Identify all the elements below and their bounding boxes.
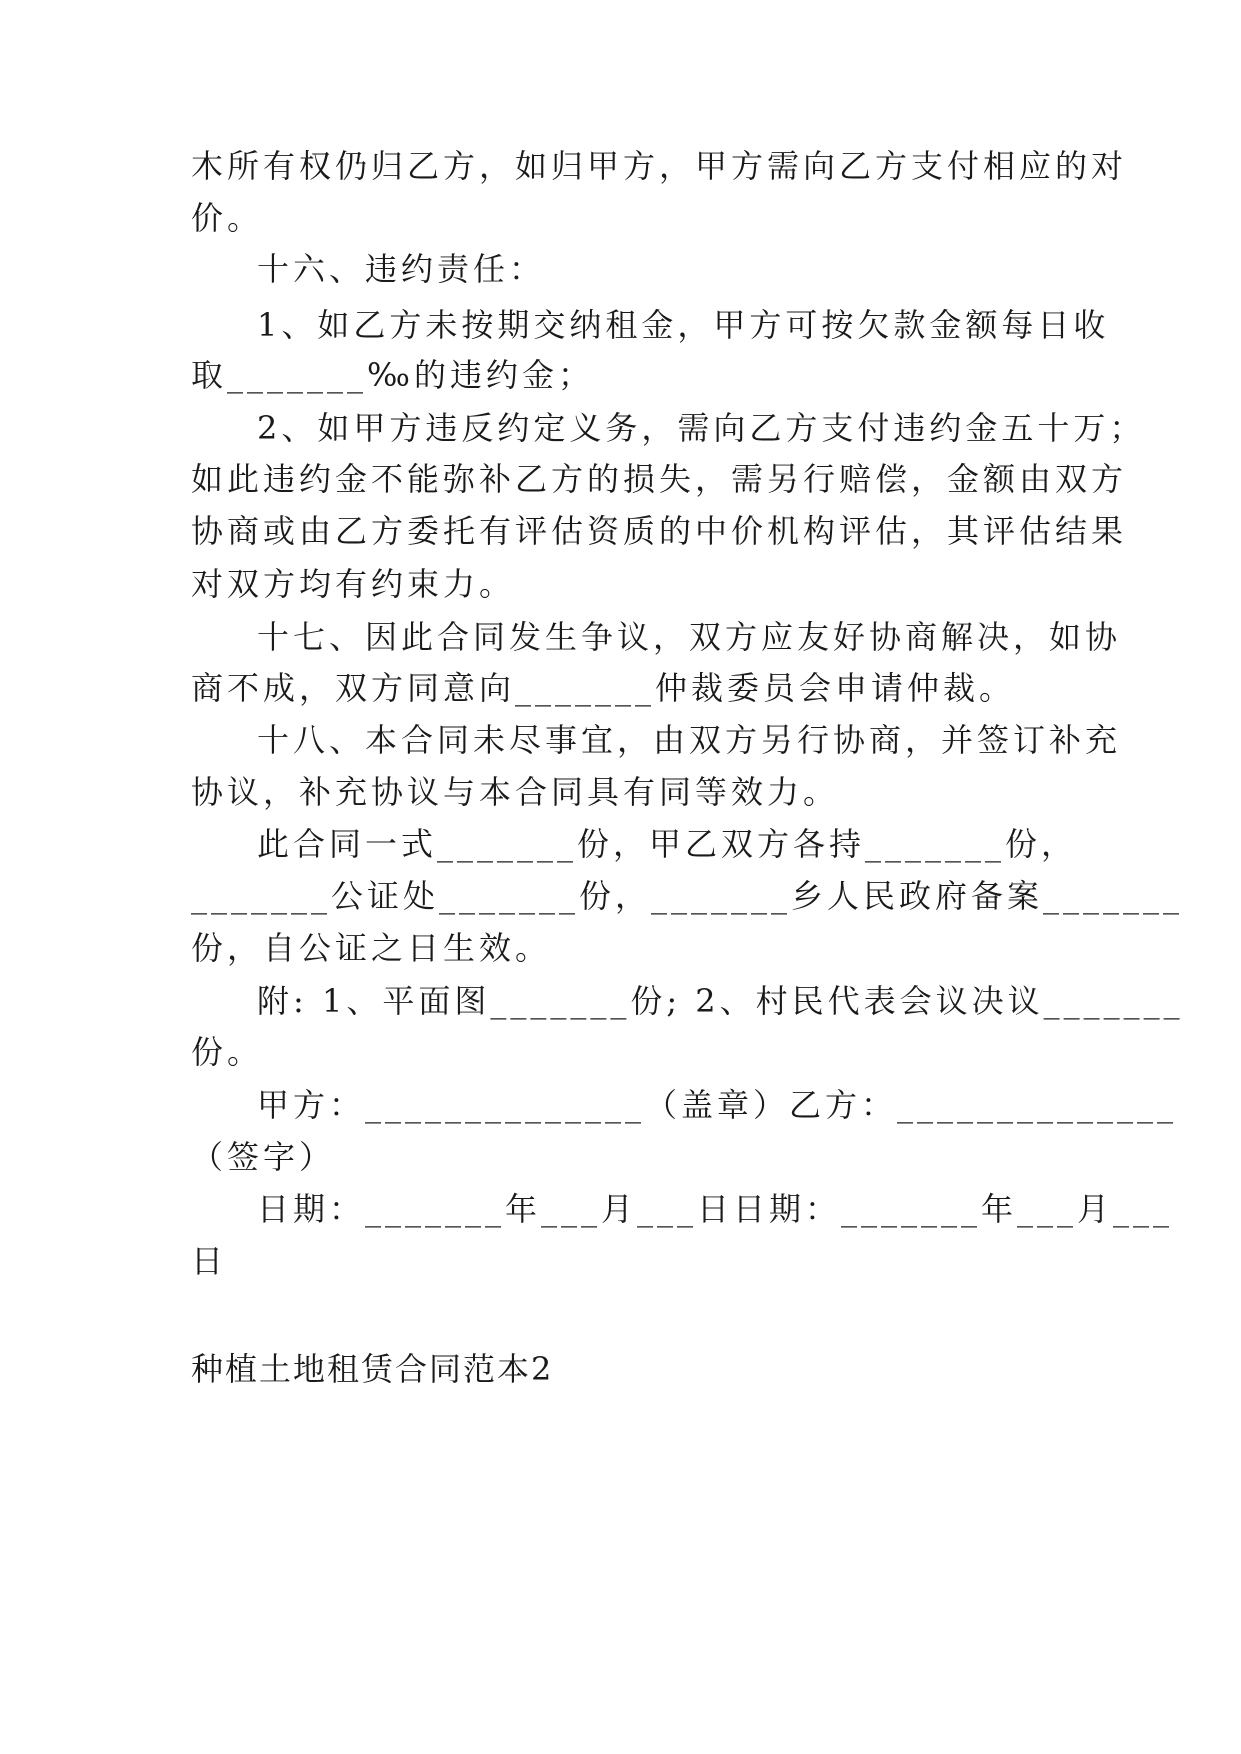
text-line: 商不成，双方同意向_______仲裁委员会申请仲裁。 — [191, 669, 1016, 707]
text-line: （签字） — [191, 1138, 336, 1176]
text-line: 如此违约金不能弥补乙方的损失，需另行赔偿，金额由双方 — [191, 460, 1128, 498]
document-page — [191, 0, 1184, 1754]
text-line: 木所有权仍归乙方，如归甲方，甲方需向乙方支付相应的对 — [191, 147, 1128, 185]
text-line: 份。 — [191, 1033, 264, 1071]
text-line: 取_______‰的违约金； — [191, 356, 594, 394]
text-line: 2、如甲方违反约定义务，需向乙方支付违约金五十万； — [257, 409, 1146, 447]
text-line: 协议，补充协议与本合同具有同等效力。 — [191, 773, 840, 811]
text-line: 协商或由乙方委托有评估资质的中价机构评估，其评估结果 — [191, 512, 1128, 550]
text-line: 份，自公证之日生效。 — [191, 929, 552, 967]
text-line: 日 — [191, 1242, 228, 1280]
date-line: 日期：_______年___月___日日期：_______年___月___ — [257, 1190, 1174, 1228]
text-line: _______公证处_______份，_______乡人民政府备案_______ — [191, 877, 1184, 915]
text-line: 价。 — [191, 199, 264, 237]
text-line: 1、如乙方未按期交纳租金，甲方可按欠款金额每日收 — [257, 306, 1110, 344]
text-line: 此合同一式_______份，甲乙双方各持_______份， — [257, 825, 1078, 863]
text-line: 对双方均有约束力。 — [191, 565, 516, 603]
section-heading-breach: 十六、违约责任： — [257, 250, 546, 288]
text-line: 十七、因此合同发生争议，双方应友好协商解决，如协 — [257, 618, 1122, 656]
signature-line: 甲方：______________（盖章）乙方：______________ — [257, 1086, 1178, 1124]
next-section-title: 种植土地租赁合同范本2 — [191, 1350, 554, 1388]
text-line: 十八、本合同未尽事宜，由双方另行协商，并签订补充 — [257, 721, 1122, 759]
text-line: 附: 1、平面图_______份; 2、村民代表会议决议_______ — [257, 982, 1184, 1020]
